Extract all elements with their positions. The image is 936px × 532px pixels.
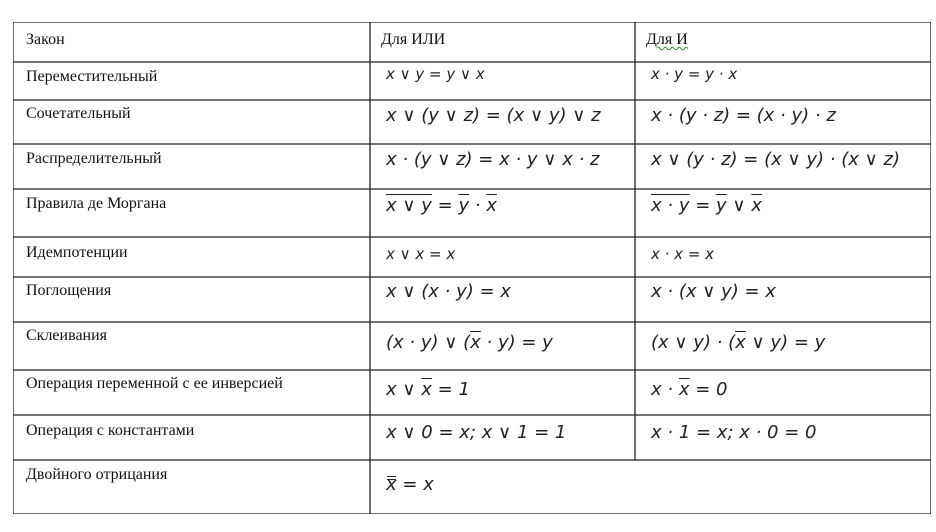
law-name-distributive: Распределительный [26,150,162,167]
formula-associative-or: x ∨ (y ∨ z) = (x ∨ y) ∨ z [386,105,601,126]
formula-de-morgan-or-lhs: x ∨ y [386,195,432,216]
formula-gluing-and [651,333,825,353]
formula-gluing-or [386,333,553,353]
law-name-commutative: Переместительный [26,68,158,85]
formula-commutative-or: x ∨ y = y ∨ x [386,65,485,83]
formula-inverse-or-a: x ∨ [386,379,422,400]
formula-gluing-or-a: (x · y) ∨ ( [386,332,471,353]
formula-de-morgan-or-x: $\overline{x}$ [486,195,497,216]
formula-gluing-and-a: (x ∨ y) · ( [651,332,736,353]
formula-de-morgan-or-y: $\overline{y}$ [458,195,470,216]
formula-inverse-and [651,380,727,400]
header-law: Закон [26,31,65,48]
formula-double-negation-rest: = x [396,474,434,495]
law-name-absorption: Поглощения [26,282,112,299]
formula-gluing-and-b: ∨ y) = y [745,332,826,353]
formula-de-morgan-or [386,196,497,216]
formula-de-morgan-or-eq: = [431,195,459,216]
formula-distributive-and: x ∨ (y · z) = (x ∨ y) · (x ∨ z) [651,149,901,170]
header-and-label: Для И [646,31,688,48]
law-name-gluing: Склеивания [26,327,108,344]
formula-idempotence-or: x ∨ x = x [386,245,456,263]
formula-gluing-and-x: $\overline{x}$ [735,332,746,353]
header-and [646,30,688,50]
formula-gluing-or-b: · y) = y [480,332,553,353]
formula-de-morgan-and-y: $\overline{y}$ [716,195,727,216]
formula-inverse-or [386,380,470,400]
formula-de-morgan-and-eq: = [689,195,717,216]
formula-absorption-and: x · (x ∨ y) = x [651,281,776,302]
formula-de-morgan-or-op: · [469,195,487,216]
formula-inverse-and-x: $\overline{x}$ [678,379,690,400]
formula-de-morgan-and-lhs: x · y [651,195,690,216]
formula-absorption-or: x ∨ (x · y) = x [386,281,511,302]
law-name-double-negation: Двойного отрицания [26,466,168,483]
formula-double-negation-x: x [386,474,397,495]
formula-associative-and: x · (y · z) = (x · y) · z [651,105,836,126]
formula-inverse-or-x: $\overline{x}$ [421,379,432,400]
formula-inverse-or-b: = 1 [431,379,470,400]
formula-constants-and: x · 1 = x; x · 0 = 0 [651,422,817,443]
formula-de-morgan-and-op: ∨ [726,195,752,216]
formula-inverse-and-b: = 0 [689,379,728,400]
formula-idempotence-and: x · x = x [651,245,715,263]
formula-de-morgan-and [651,196,762,216]
formula-commutative-and: x · y = y · x [651,65,738,83]
formula-gluing-or-x: $\overline{x}$ [470,332,481,353]
formula-distributive-or: x · (y ∨ z) = x · y ∨ x · z [386,149,600,170]
formula-constants-or: x ∨ 0 = x; x ∨ 1 = 1 [386,422,567,443]
formula-double-negation [386,475,434,495]
law-name-idempotence: Идемпотенции [26,244,128,261]
formula-inverse-and-a: x · [651,379,679,400]
law-name-associative: Сочетательный [26,105,131,122]
law-name-de-morgan: Правила де Моргана [26,195,167,212]
formula-de-morgan-and-x: $\overline{x}$ [751,195,762,216]
header-or: Для ИЛИ [381,31,446,48]
law-name-constants: Операция с константами [26,422,195,439]
law-name-inverse: Операция переменной с ее инверсией [26,375,283,392]
